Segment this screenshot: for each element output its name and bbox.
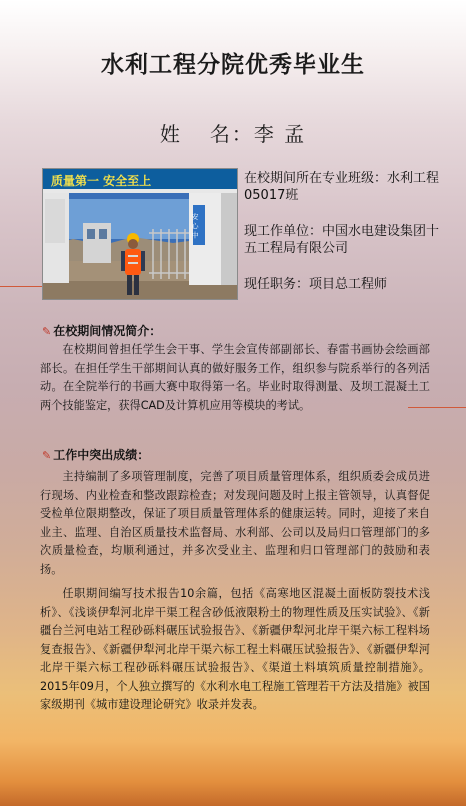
paragraph: 任职期间编写技术报告10余篇，包括《高寒地区混凝土面板防裂技术浅析》、《浅谈伊犁河北岸干渠工程含砂低液限粉土的物理性质及压实试验》、《新疆台兰河电站工程砂砾料碾压试验报告》、《新疆伊犁河北岸干渠六标工程料场复查报告》、《新疆伊犁河北岸干渠六标工程土料碾压试验报告》、《新疆伊犁河北岸干渠六标工程砂砾料碾压试验报告》、《渠道土料填筑质量控制措施》。2015年09月，个人独立撰写的《水利水电工程施工管理若干方法及措施》被国家级期刊《城市建设理论研究》收录并发表。 [40,587,430,711]
section-body-work [40,468,430,715]
section-heading-work: ✎ 工作中突出成绩： [42,448,150,462]
position: 现任职务：项目总工程师 [244,277,388,292]
page-title: 水利工程分院优秀毕业生 [101,52,365,78]
sign-text: 安 心 中 [191,213,199,239]
name-value: 李 孟 [253,122,307,146]
paragraph: 在校期间曾担任学生会干事、学生会宣传部副部长、春雷书画协会绘画部部长。在担任学生干部期间认真的做好服务工作，组织参与院系举行的各列活动。在全院举行的书画大赛中取得第一名。毕业时取得测量、及坝工混凝土工两个技能鉴定，获得CAD及计算机应用等模块的考试。 [40,343,430,412]
pen-icon: ✎ [42,325,52,338]
paragraph: 主持编制了多项管理制度，完善了项目质量管理体系，组织质委会成员进行现场、内业检查和整改跟踪检查；对发现问题及时上报主管领导，认真督促受检单位限期整改，保证了项目质量管理体系的健康运转。同时，迎接了来自业主、监理、自治区质量技术监督局、水利部、公司以及局归口管理部门的多次质量检查，均顺利通过，并多次受业主、监理和归口管理部门的鼓励和表扬。 [40,470,430,576]
pen-icon: ✎ [42,449,52,462]
name-line [0,118,466,147]
section-heading-school: ✎ 在校期间情况简介： [42,324,162,338]
decorative-line-left [0,286,42,287]
profile-info [244,170,442,293]
section-body-school [40,341,430,415]
graduate-photo [42,168,238,300]
class-info: 在校期间所在专业班级：水利工程05017班 [244,171,440,203]
banner-text: 质量第一 安全至上 [51,174,152,188]
name-label: 姓 [159,122,182,146]
name-label-2: 名： [209,122,254,146]
work-unit: 现工作单位：中国水电建设集团十五工程局有限公司 [244,224,440,256]
